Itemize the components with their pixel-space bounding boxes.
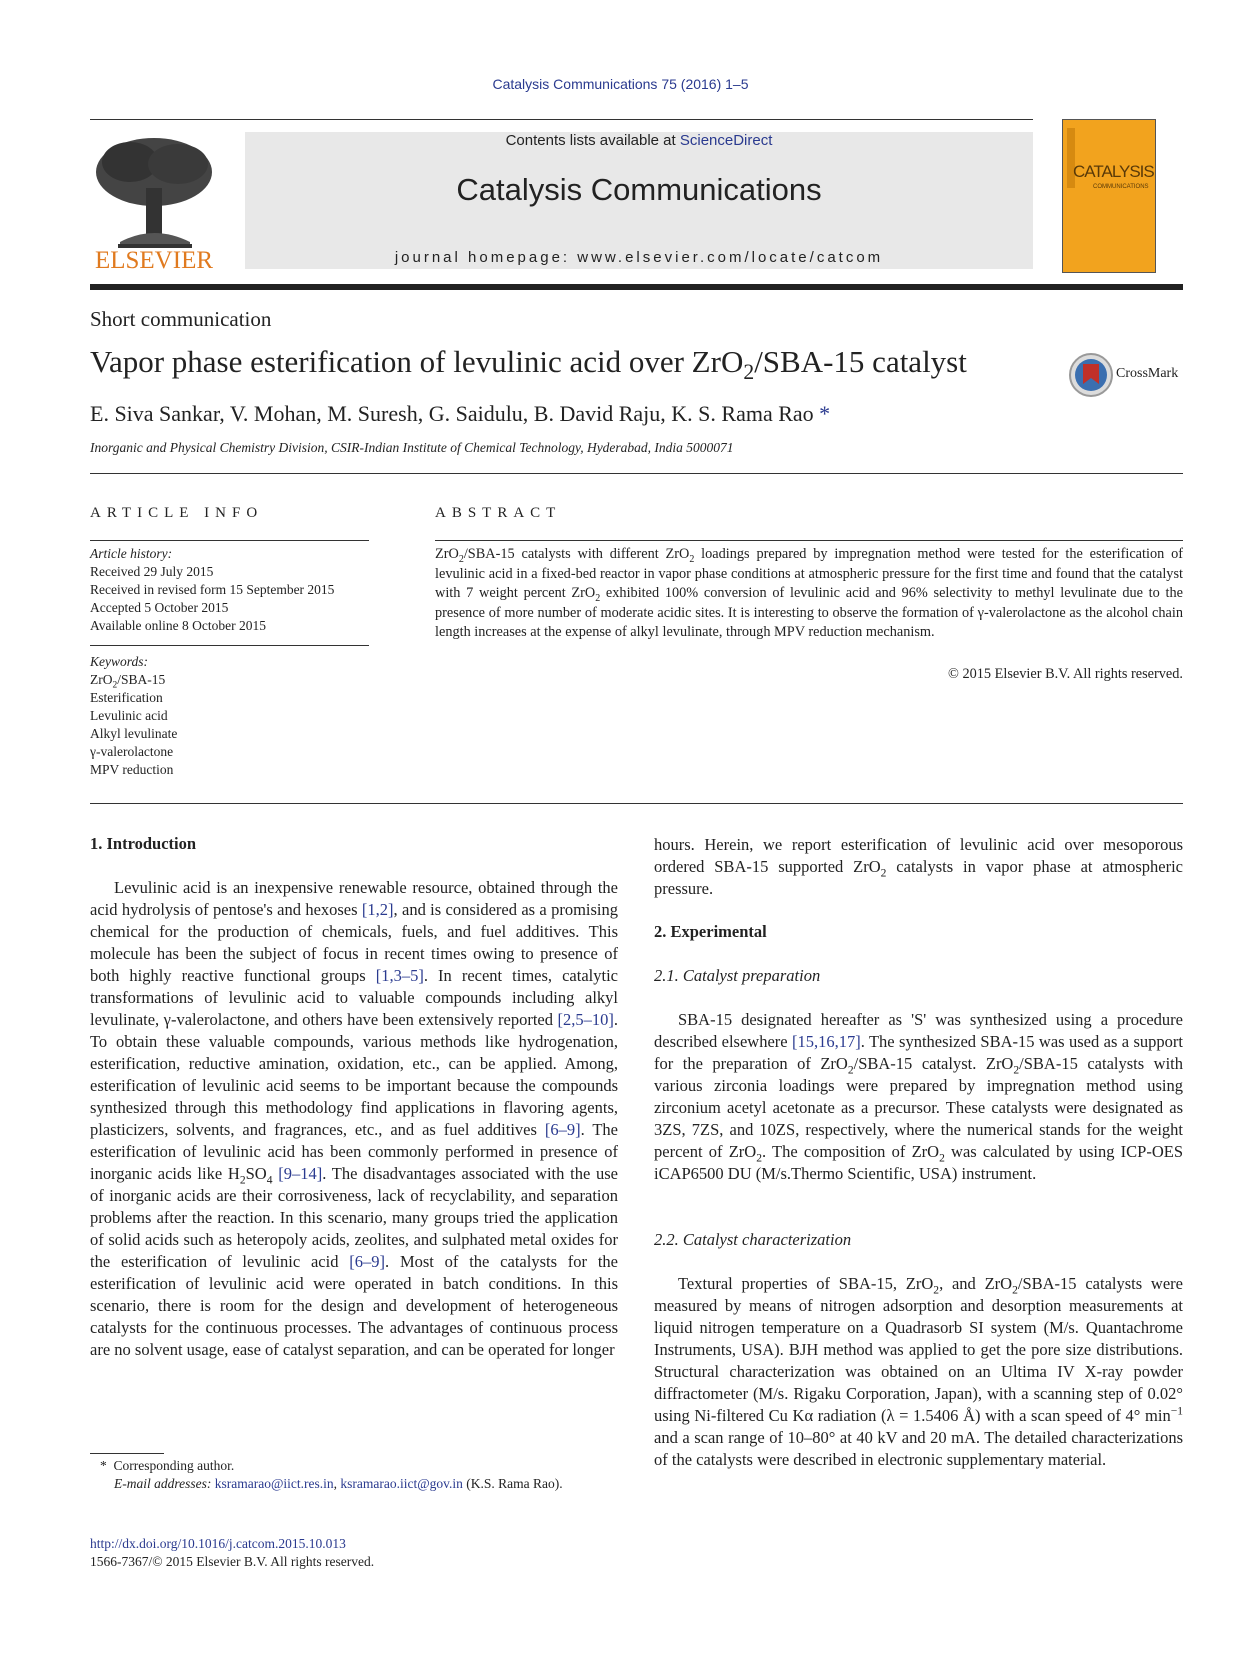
history-online: Available online 8 October 2015 [90,618,266,633]
intro-heading: 1. Introduction [90,834,197,853]
citation-link[interactable]: [15,16,17] [792,1032,861,1051]
section-rule [90,803,1183,804]
email-link[interactable]: ksramarao.iict@gov.in [340,1476,463,1491]
catalyst-characterization-heading: 2.2. Catalyst characterization [654,1230,852,1249]
sciencedirect-link[interactable]: ScienceDirect [679,132,773,149]
journal-title: Catalysis Communications [456,172,822,207]
title-text-2: /SBA-15 catalyst [754,344,967,379]
footnote-corresponding: * Corresponding author. [100,1458,235,1473]
citation-link[interactable]: [9–14] [278,1164,323,1183]
keywords-label: Keywords: [90,654,148,669]
footnote-emails: E-mail addresses: ksramarao@iict.res.in, ksramarao.iict@gov.in (K.S. Rama Rao). [114,1476,563,1491]
catalyst-preparation-heading: 2.1. Catalyst preparation [654,966,821,985]
abstract-rule [435,540,1183,541]
citation-link[interactable]: [6–9] [349,1252,386,1271]
keyword-item: MPV reduction [90,762,174,777]
journal-homepage[interactable]: journal homepage: www.elsevier.com/locate/catcom [394,249,884,266]
elsevier-logo [90,132,218,272]
catalyst-characterization-paragraph: Textural properties of SBA-15, ZrO$_2$, and ZrO$_2$/SBA-15 catalysts were measured by means of nitrogen adsorption and desorption measurements at liquid nitrogen temperature on a Quadrasorb SI system (M/s. Quantachrome Instruments, USA). BJH method was applied to get the pore size distributions. Structural characterization was obtained on an Ultima IV X-ray powder diffractometer (M/s. Rigaku Corporation, Japan), with a scanning step of 0.02° using Ni-filtered Cu Kα radiation (λ = 1.5406 Å) with a scan speed of 4° $\min^{-1}$ and a scan range of 10–80° at 40 kV and 20 mA. The detailed characterizations of the catalysts were described in electronic supplementary material. [654,1274,1183,1469]
keyword-item: γ-valerolactone [90,744,174,759]
crossmark-label: CrossMark [1116,366,1179,381]
affiliation: Inorganic and Physical Chemistry Division, CSIR-Indian Institute of Chemical Technology, Hyderabad, India 5000071 [90,440,734,455]
abstract-text: ZrO$_2$/SBA-15 catalysts with different ZrO$_2$ loadings prepared by impregnation method were tested for the esterification of levulinic acid in a fixed-bed reactor in vapor phase conditions at atmospheric pressure for the first time and found that the catalyst with 7 weight percent ZrO$_2$ exhibited 100% conversion of levulinic acid and 96% selectivity to methyl levulinate due to the presence of more number of moderate acidic sites. It is interesting to observe the formation of γ-valerolactone as the alcohol chain length increases at the expense of alkyl levulinate, through MPV reduction mechanism. [435,546,1183,640]
history-revised: Received in revised form 15 September 2015 [90,582,335,597]
crossmark-badge[interactable] [1068,352,1186,398]
catalyst-preparation-paragraph: SBA-15 designated hereafter as 'S' was synthesized using a procedure described elsewhere [15,16,17]. The synthesized SBA-15 was used as a support for the preparation of ZrO$_2$/SBA-15 catalyst. ZrO$_2$/SBA-15 catalysts with various zirconia loadings were prepared by impregnation method using zirconium acetyl acetonate as a precursor. These catalysts were designated as 3ZS, 7ZS, and 10ZS, respectively, where the numerical stands for the weight percent of ZrO$_2$. The composition of ZrO$_2$ was calculated by using ICP-OES iCAP6500 DU (M/s.Thermo Scientific, USA) instrument. [654,1010,1184,1183]
cover-title: CATALYSIS [1073,162,1154,181]
article-title [90,344,967,385]
issn-line: 1566-7367/© 2015 Elsevier B.V. All rights reserved. [90,1554,375,1569]
email-link[interactable]: ksramarao@iict.res.in [214,1476,334,1491]
crossmark-icon [1068,352,1114,398]
elsevier-wordmark: ELSEVIER [94,247,214,274]
contents-line [245,132,1033,149]
intro-continuation: hours. Herein, we report esterification of levulinic acid over mesoporous ordered SBA-15 supported ZrO$_2$ catalysts in vapor phase at atmospheric pressure. [654,835,1183,898]
authors-text: E. Siva Sankar, V. Mohan, M. Suresh, G. Saidulu, B. David Raju, K. S. Rama Rao [90,401,814,426]
experimental-heading: 2. Experimental [654,922,767,941]
history-received: Received 29 July 2015 [90,564,214,579]
page-footer [90,1535,374,1571]
citation-link[interactable]: [2,5–10] [557,1010,614,1029]
keyword-item: Levulinic acid [90,708,168,723]
corresponding-author-mark[interactable]: * [819,401,831,426]
citation-link[interactable]: [6–9] [544,1120,581,1139]
header-thick-rule [90,284,1183,290]
intro-paragraph: Levulinic acid is an inexpensive renewable resource, obtained through the acid hydrolysis of pentose's and hexoses [1,2], and is considered as a promising chemical for the production of chemicals, fuels, and fuel additives. This molecule has been the subject of focus in recent times owing to presence of both highly reactive functional groups [1,3–5]. In recent times, catalytic transformations of levulinic acid to valuable compounds including alkyl levulinate, γ-valerolactone, and others have been extensively reported [2,5–10]. To obtain these valuable compounds, various methods like hydrogenation, esterification, reductive amination, oxidation, etc., can be applied. Among, esterification of levulinic acid seems to be important because the compounds synthesized through this methodology find applications in flavoring agents, plasticizers, solvents, and fragrances, etc., and as fuel additives [6–9]. The esterification of levulinic acid has been commonly performed in presence of inorganic acids like $H_2SO_4$ [9–14]. The disadvantages associated with the use of inorganic acids are their corrosiveness, lack of recyclability, and separation problems after the reaction. In this scenario, many groups tried the application of solid acids such as heteropoly acids, zeolites, and sulphated metal oxides for the esterification of levulinic acid [6–9]. Most of the catalysts for the esterification of levulinic acid were operated in batch conditions. In this scenario, there is room for the design and development of heterogeneous catalysts for the continuous processes. The advantages of continuous process are no solvent usage, ease of catalyst separation, and can be operated for longer [90,878,619,1359]
article-info-heading: ARTICLE INFO [90,505,264,521]
citation-link[interactable]: [1,2] [361,900,394,919]
title-rule [90,473,1183,474]
keyword-item: ZrO$_2$/SBA-15 [90,672,166,691]
cover-subtitle: COMMUNICATIONS [1093,184,1149,190]
history-label: Article history: [90,546,173,561]
title-subscript: 2 [743,360,755,385]
author-list [90,401,830,427]
journal-citation[interactable]: Catalysis Communications 75 (2016) 1–5 [492,76,749,92]
citation-link[interactable]: [1,3–5] [375,966,424,985]
article-type: Short communication [90,307,272,331]
history-accepted: Accepted 5 October 2015 [90,600,229,615]
keywords [90,653,177,779]
footnote-rule [90,1453,164,1454]
article-info-rule-1 [90,540,369,541]
title-text-1: Vapor phase esterification of levulinic acid over ZrO [90,344,744,379]
footnote [100,1457,563,1493]
journal-cover [1062,119,1156,273]
journal-banner [245,132,1033,269]
header-rule [90,119,1033,120]
article-info-rule-2 [90,645,369,646]
keyword-item: Esterification [90,690,163,705]
doi-link[interactable]: http://dx.doi.org/10.1016/j.catcom.2015.10.013 [90,1536,346,1551]
abstract-copyright: © 2015 Elsevier B.V. All rights reserved. [948,666,1183,682]
abstract-heading: ABSTRACT [435,505,562,521]
contents-prefix: Contents lists available at [505,132,680,149]
keyword-item: Alkyl levulinate [90,726,178,741]
article-history [90,545,334,635]
